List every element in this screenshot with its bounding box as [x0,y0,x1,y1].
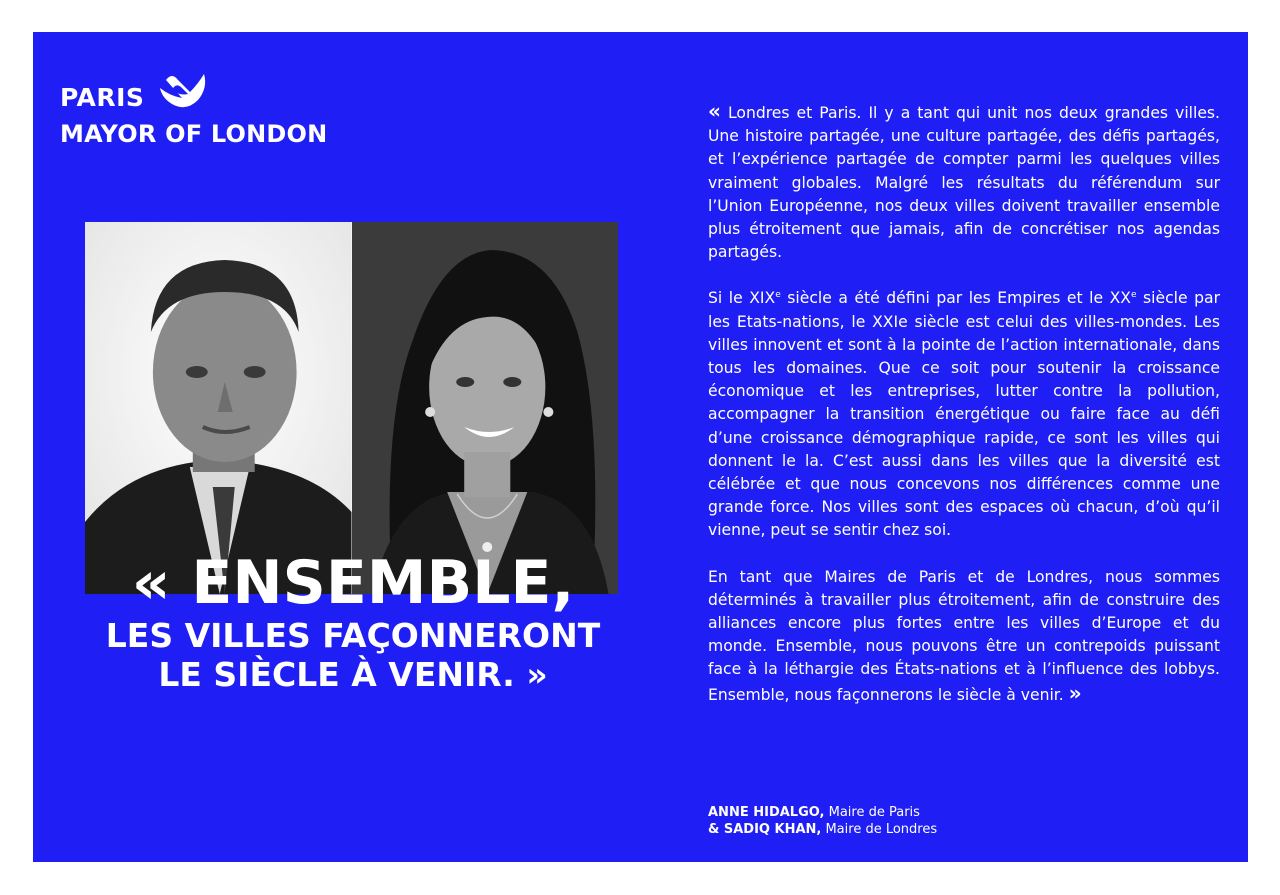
headline-line-2: LES VILLES FAÇONNERONT [105,616,601,655]
paragraph-3: En tant que Maires de Paris et de Londres, nous sommes déterminés à travailler plus étroitement, afin de construire des alliances encore plus fortes entre les villes d’Europe et du monde. Ensemble, nous pouvons être un contrepoids puissant face à la léthargie des États-nations et à l’influence des lobbys. Ensemble, nous façonnerons le siècle à venir. » [708,567,1220,705]
headline-quote [73,550,633,694]
logo-block [60,78,327,148]
portrait-sadiq-khan [85,222,352,594]
portrait-anne-hidalgo [352,222,619,594]
signature-line-1 [708,804,937,821]
statement-text [708,100,1220,730]
paragraph-1: « Londres et Paris. Il y a tant qui unit nos deux grandes villes. Une histoire partagée, une culture partagée, des défis partagés, et l’expérience partagée de compter parmi les quelques villes vraiment globales. Malgré les résultats du référendum sur l’Union Européenne, nos deux villes doivent travailler ensemble plus étroitement que jamais, afin de concrétiser nos agendas partagés. [708,99,1221,262]
paris-boat-icon [158,70,210,116]
close-quote-mark: » [1068,680,1082,705]
poster-panel [33,32,1248,862]
portrait-photos [85,222,618,594]
open-quote-mark: « [708,99,721,123]
signer-name-hidalgo: ANNE HIDALGO, [708,805,825,820]
paragraph-2: Si le XIXe siècle a été défini par les Empires et le XXe siècle par les Etats-nations, le XXIe siècle est celui des villes-mondes. Les villes innovent et sont à la pointe de l’action internationale, dans tous les domaines. Que ce soit pour soutenir la croissance économique et les entreprises, lutter contre la pollution, accompagner la transition énergétique ou faire face au défi d’une croissance démographique rapide, ce sont les villes qui donnent le la. C’est aussi dans les villes que la diversité est célébrée et que nous concevons nos différences comme une grande force. Nos villes sont des espaces où chacun, d’où qu’il vienne, peut se sentir chez soi. [708,289,1220,540]
signature-line-2 [708,821,937,838]
signature-block [708,804,937,838]
mayor-of-london-wordmark: MAYOR OF LONDON [60,120,328,148]
paris-wordmark: PARIS [60,82,145,112]
signer-role-khan: Maire de Londres [825,822,938,837]
headline-line-3: LE SIÈCLE À VENIR. » [158,655,548,694]
headline-line-1: « ENSEMBLE, [131,548,575,618]
signer-name-khan: & SADIQ KHAN, [708,822,822,837]
signer-role-hidalgo: Maire de Paris [828,805,920,820]
paris-logo [60,78,327,116]
